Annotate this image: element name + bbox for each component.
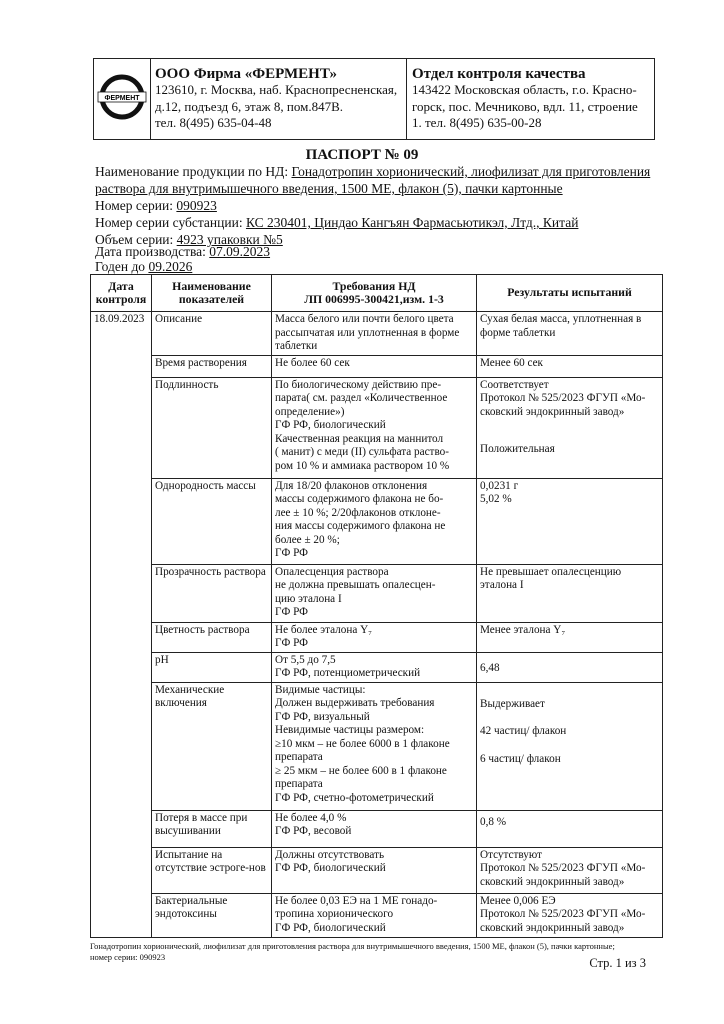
qc-title: Отдел контроля качества: [412, 66, 586, 82]
prod-date-line: [95, 244, 270, 260]
table-row: [91, 564, 663, 622]
footer-product: Гонадотропин хорионический, лиофилизат для приготовления раствора для внутримышечного введения, 1500 МЕ, флакон (5), пачки картонные;: [90, 941, 615, 951]
row-result: 6,48: [477, 652, 663, 682]
row-result: 0,8 %: [477, 810, 663, 847]
page-number: Стр. 1 из 3: [589, 956, 646, 970]
volume-label: Объем серии:: [95, 232, 177, 247]
row-name: Бактериальные эндотоксины: [152, 893, 272, 937]
row-name: Цветность раствора: [152, 622, 272, 652]
table-row: [91, 478, 663, 564]
header-results: Результаты испытаний: [477, 275, 663, 312]
qc-phone: 1. тел. 8(495) 635-00-28: [412, 115, 542, 130]
product-line: [95, 164, 650, 180]
company-phone: тел. 8(495) 635-04-48: [155, 115, 272, 130]
table-row: [91, 622, 663, 652]
row-requirement: Не более 0,03 ЕЭ на 1 МЕ гонадо- тропина хорионического ГФ РФ, биологический: [272, 893, 477, 937]
expiry-label: Годен до: [95, 259, 149, 274]
row-name: Испытание на отсутствие эстроге-нов: [152, 847, 272, 893]
series-line: [95, 198, 217, 214]
table-header-row: [91, 275, 663, 312]
company-address-line: 123610, г. Москва, наб. Краснопресненская,: [155, 82, 398, 97]
row-result: Отсутствуют Протокол № 525/2023 ФГУП «Мо- сковский эндокринный завод»: [477, 847, 663, 893]
row-result: Соответствует Протокол № 525/2023 ФГУП «Мо- сковский эндокринный завод» Положительная: [477, 377, 663, 478]
page-footer: [90, 941, 615, 963]
row-requirement: По биологическому действию пре- парата( см. раздел «Количественное определение») ГФ РФ, биологический Качественная реакция на маннитол ( манит) с меди (II) сульфата раство- ром 10 % и аммиака раствором 10 %: [272, 377, 477, 478]
table-row: [91, 810, 663, 847]
footer-series: номер серии: 090923: [90, 952, 166, 962]
company-name: ООО Фирма «ФЕРМЕНТ»: [155, 66, 337, 82]
row-result: Менее эталона Y₇: [477, 622, 663, 652]
row-requirement: Для 18/20 флаконов отклонения массы содержимого флакона не бо- лее ± 10 %; 2/20флаконов отклоне- ния массы содержимого флакона не более ± 20 %; ГФ РФ: [272, 478, 477, 564]
row-result: 0,0231 г 5,02 %: [477, 478, 663, 564]
row-result: Не превышает опалесценцию эталона I: [477, 564, 663, 622]
row-requirement: Видимые частицы: Должен выдерживать требования ГФ РФ, визуальный Невидимые частицы размером: ≥10 мкм – не более 6000 в 1 флаконе препарата ≥ 25 мкм – не более 600 в 1 флаконе препарата ГФ РФ, счетно-фотометрический: [272, 682, 477, 810]
table-row: [91, 312, 663, 356]
table-row: [91, 355, 663, 377]
row-requirement: Не более эталона Y₇ ГФ РФ: [272, 622, 477, 652]
letterhead: [93, 58, 655, 140]
row-result: Выдерживает 42 частиц/ флакон 6 частиц/ флакон: [477, 682, 663, 810]
header-requirements: Требования НД ЛП 006995-300421,изм. 1-3: [272, 275, 477, 312]
series-value: 090923: [176, 198, 217, 213]
row-name: Описание: [152, 312, 272, 356]
expiry-line: [95, 259, 192, 275]
table-row: [91, 682, 663, 810]
product-name: Гонадотропин хорионический, лиофилизат для приготовления: [291, 164, 651, 179]
table-row: [91, 377, 663, 478]
svg-text:ФЕРМЕНТ: ФЕРМЕНТ: [104, 95, 140, 102]
table-row: [91, 652, 663, 682]
row-result: Менее 0,006 ЕЭ Протокол № 525/2023 ФГУП «Мо- сковский эндокринный завод»: [477, 893, 663, 937]
row-requirement: Масса белого или почти белого цвета рассыпчатая или уплотненная в форме таблетки: [272, 312, 477, 356]
volume-value: 4923 упаковки №5: [176, 232, 283, 247]
row-name: Механические включения: [152, 682, 272, 810]
row-name: Время растворения: [152, 355, 272, 377]
row-requirement: Должны отсутствовать ГФ РФ, биологический: [272, 847, 477, 893]
row-name: Подлинность: [152, 377, 272, 478]
row-name: Прозрачность раствора: [152, 564, 272, 622]
passport-title: ПАСПОРТ № 09: [305, 147, 419, 163]
substance-line: [95, 215, 578, 231]
ferment-logo-icon: [94, 59, 150, 139]
test-results-table: [90, 274, 663, 938]
row-name: Потеря в массе при высушивании: [152, 810, 272, 847]
table-row: [91, 893, 663, 937]
qc-address-line: 143422 Московская область, г.о. Красно-: [412, 82, 637, 97]
company-logo: [94, 59, 151, 139]
row-result: Сухая белая масса, уплотненная в форме таблетки: [477, 312, 663, 356]
product-line-2: [95, 181, 563, 197]
company-block: [150, 59, 407, 139]
row-requirement: Не более 60 сек: [272, 355, 477, 377]
control-date: 18.09.2023: [91, 312, 152, 938]
row-name: Однородность массы: [152, 478, 272, 564]
expiry-value: 09.2026: [148, 259, 193, 274]
product-label: Наименование продукции по НД:: [95, 164, 292, 179]
substance-value: КС 230401, Циндао Кангъян Фармасьютикэл, Лтд., Китай: [245, 215, 579, 230]
row-name: pH: [152, 652, 272, 682]
product-name-cont: раствора для внутримышечного введения, 1500 МЕ, флакон (5), пачки картонные: [95, 181, 563, 196]
row-requirement: Не более 4,0 % ГФ РФ, весовой: [272, 810, 477, 847]
company-address-line: д.12, подъезд 6, этаж 8, пом.847В.: [155, 98, 344, 114]
qc-address-line: горск, пос. Мечниково, вдл. 11, строение: [412, 98, 638, 114]
row-requirement: От 5,5 до 7,5 ГФ РФ, потенциометрический: [272, 652, 477, 682]
row-result: Менее 60 сек: [477, 355, 663, 377]
header-name: Наименование показателей: [152, 275, 272, 312]
row-requirement: Опалесценция раствора не должна превышать опалесцен- цию эталона I ГФ РФ: [272, 564, 477, 622]
qc-block: [407, 59, 654, 139]
prod-date-value: 07.09.2023: [209, 244, 271, 259]
table-row: [91, 847, 663, 893]
substance-label: Номер серии субстанции:: [95, 215, 246, 230]
series-label: Номер серии:: [95, 198, 177, 213]
header-date: Дата контроля: [91, 275, 152, 312]
prod-date-label: Дата производства:: [95, 244, 210, 259]
